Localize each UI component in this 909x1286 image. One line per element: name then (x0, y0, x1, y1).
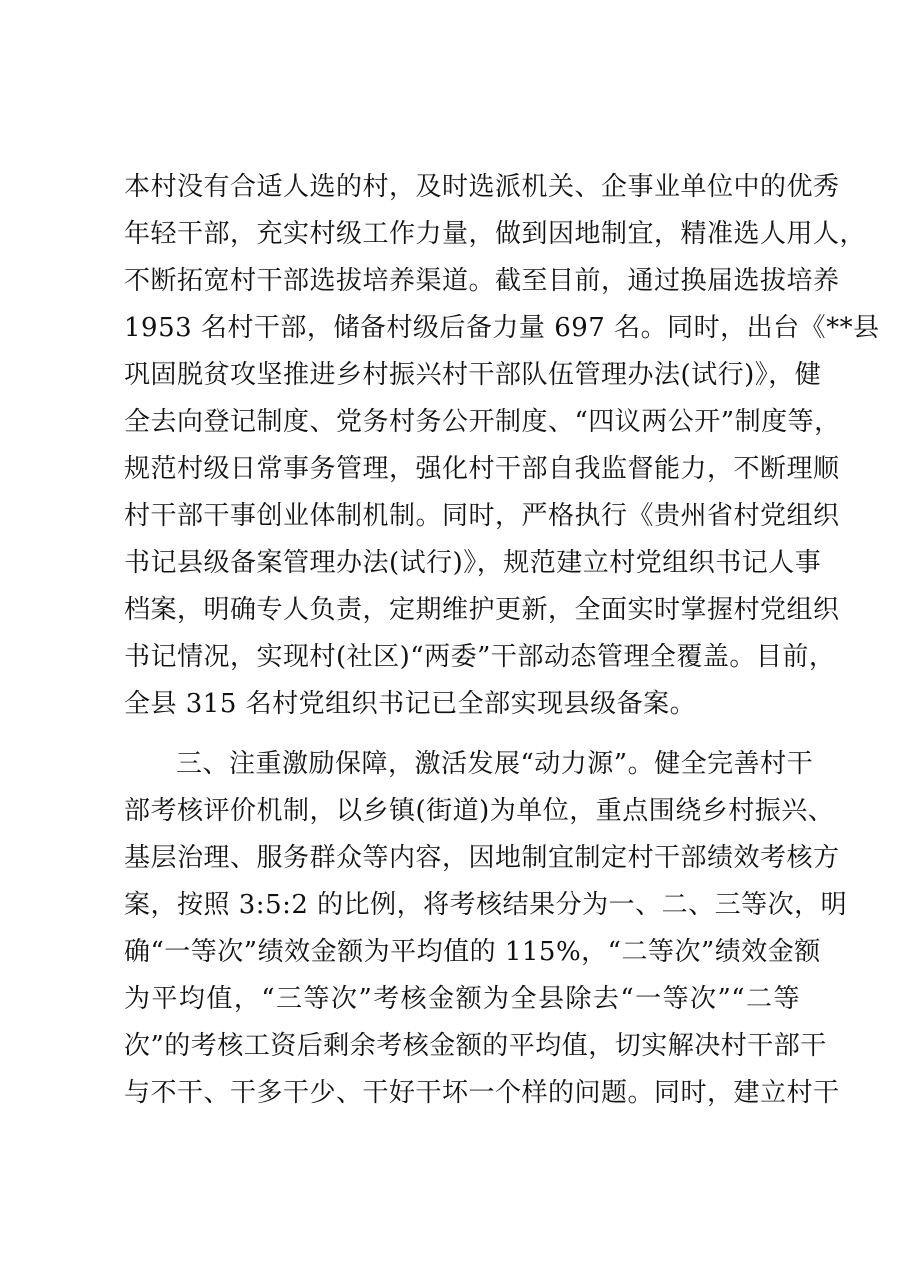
text-line: 规范村级日常事务管理，强化村干部自我监督能力，不断理顺 (124, 454, 840, 484)
text-line: 案，按照 3:5:2 的比例，将考核结果分为一、二、三等次，明 (124, 890, 848, 920)
text-line: 部考核评价机制，以乡镇(街道)为单位，重点围绕乡村振兴、 (124, 796, 835, 826)
text-line: 年轻干部，充实村级工作力量，做到因地制宜，精准选人用人， (124, 219, 867, 249)
text-line: 书记县级备案管理办法(试行)》，规范建立村党组织书记人事 (124, 548, 822, 578)
text-line: 村干部干事创业体制机制。同时，严格执行《贵州省村党组织 (124, 501, 840, 531)
text-line: 全去向登记制度、党务村务公开制度、“四议两公开”制度等， (124, 407, 841, 437)
text-line: 本村没有合适人选的村，及时选派机关、企事业单位中的优秀 (124, 172, 840, 202)
text-line: 巩固脱贫攻坚推进乡村振兴村干部队伍管理办法(试行)》，健 (124, 360, 822, 390)
text-line: 确“一等次”绩效金额为平均值的 115%，“二等次”绩效金额 (124, 937, 821, 967)
text-line: 全县 315 名村党组织书记已全部实现县级备案。 (124, 689, 697, 719)
text-line: 书记情况，实现村(社区)“两委”干部动态管理全覆盖。目前， (124, 642, 836, 672)
text-line: 与不干、干多干少、干好干坏一个样的问题。同时，建立村干 (124, 1078, 840, 1108)
text-line: 次”的考核工资后剩余考核金额的平均值，切实解决村干部干 (124, 1031, 827, 1061)
text-line: 为平均值，“三等次”考核金额为全县除去“一等次”“二等 (124, 984, 800, 1014)
text-line: 1953 名村干部，储备村级后备力量 697 名。同时，出台《**县 (124, 313, 880, 343)
text-line: 不断拓宽村干部选拔培养渠道。截至目前，通过换届选拔培养 (124, 266, 840, 296)
text-line: 基层治理、服务群众等内容，因地制宜制定村干部绩效考核方 (124, 843, 840, 873)
text-line: 档案，明确专人负责，定期维护更新，全面实时掌握村党组织 (124, 595, 840, 625)
text-line: 三、注重激励保障，激活发展“动力源”。健全完善村干 (176, 749, 814, 779)
